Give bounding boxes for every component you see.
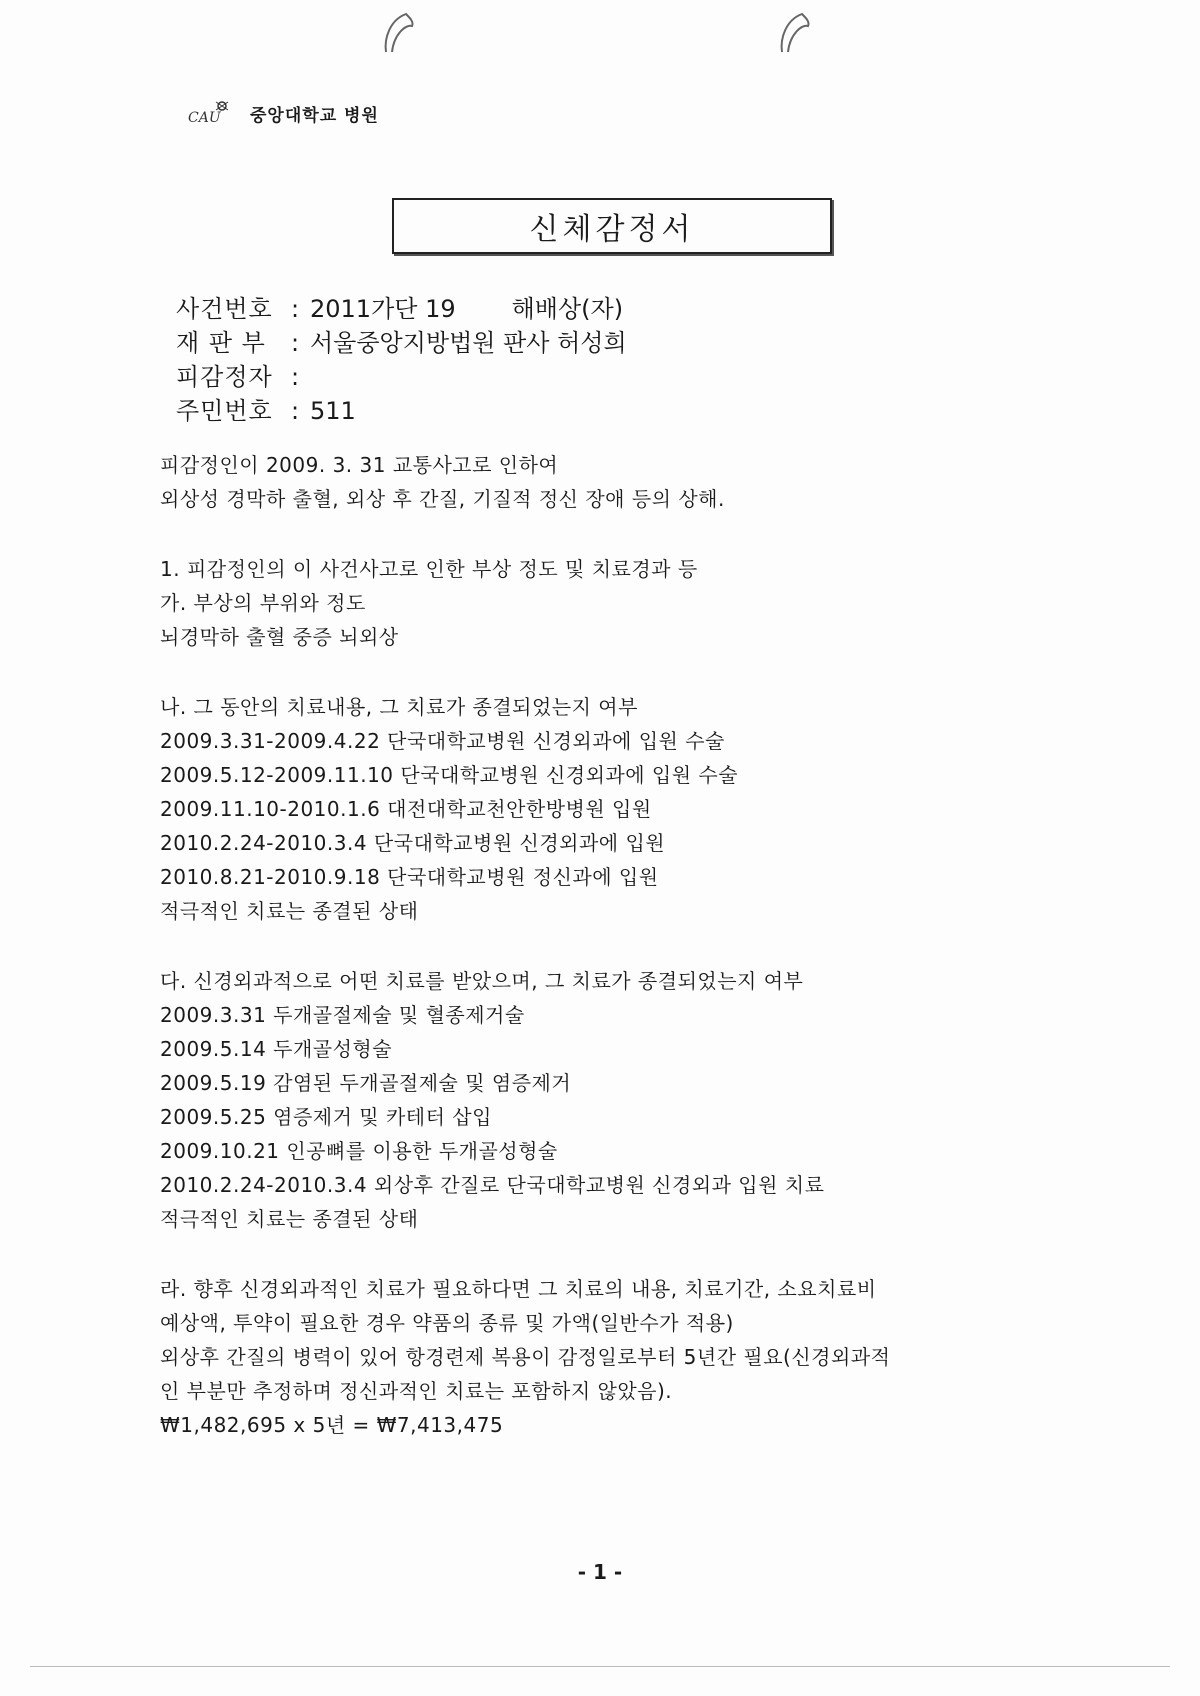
- treatment-line: 2009.5.12-2009.11.10 단국대학교병원 신경외과에 입원 수술: [160, 763, 739, 787]
- surgery-line: 2009.5.19 감염된 두개골절제술 및 염증제거: [160, 1071, 572, 1095]
- subsection-heading-ga: 가. 부상의 부위와 정도: [160, 591, 366, 615]
- body-line: 외상후 간질의 병력이 있어 항경련제 복용이 감정일로부터 5년간 필요(신경외과적: [160, 1345, 891, 1369]
- spacer: [160, 516, 1040, 552]
- case-number-row: [176, 292, 627, 326]
- resident-number-colon: :: [290, 397, 300, 425]
- punch-hole-left-mark: [380, 8, 420, 54]
- court-row: [176, 326, 627, 360]
- intro-line: 외상성 경막하 출혈, 외상 후 간질, 기질적 정신 장애 등의 상해.: [160, 487, 725, 511]
- court-label: 재 판 부: [176, 329, 266, 357]
- hospital-logo: [186, 96, 232, 130]
- body-line: 예상액, 투약이 필요한 경우 약품의 종류 및 가액(일반수가 적용): [160, 1311, 734, 1335]
- page-number: - 1 -: [577, 1560, 623, 1584]
- resident-number-row: [176, 394, 627, 428]
- case-type: 해배상(자): [511, 295, 624, 323]
- spacer: [160, 654, 1040, 690]
- subject-row: [176, 360, 627, 394]
- svg-text:CAU: CAU: [188, 110, 221, 126]
- subsection-heading-na: 나. 그 동안의 치료내용, 그 치료가 종결되었는지 여부: [160, 695, 638, 719]
- treatment-line: 2009.11.10-2010.1.6 대전대학교천안한방병원 입원: [160, 797, 652, 821]
- surgery-line: 2010.2.24-2010.3.4 외상후 간질로 단국대학교병원 신경외과 입원 치료: [160, 1173, 825, 1197]
- surgery-line: 2009.10.21 인공뼈를 이용한 두개골성형술: [160, 1139, 558, 1163]
- body-line: 인 부분만 추정하며 정신과적인 치료는 포함하지 않았음).: [160, 1379, 673, 1403]
- body-line: 뇌경막하 출혈 중증 뇌외상: [160, 625, 399, 649]
- title-box: [392, 198, 832, 254]
- bottom-scan-line: [30, 1666, 1170, 1667]
- resident-number-value: 511: [310, 397, 356, 425]
- spacer: [160, 928, 1040, 964]
- hospital-name: 중앙대학교 병원: [250, 105, 379, 126]
- section-heading: 1. 피감정인의 이 사건사고로 인한 부상 정도 및 치료경과 등: [160, 557, 698, 581]
- case-number-colon: :: [290, 295, 300, 323]
- treatment-line: 2009.3.31-2009.4.22 단국대학교병원 신경외과에 입원 수술: [160, 729, 725, 753]
- subject-colon: :: [290, 363, 300, 391]
- treatment-status-line: 적극적인 치료는 종결된 상태: [160, 899, 419, 923]
- treatment-line: 2010.8.21-2010.9.18 단국대학교병원 정신과에 입원: [160, 865, 659, 889]
- document-body: [160, 448, 1040, 1442]
- surgery-line: 2009.5.14 두개골성형술: [160, 1037, 393, 1061]
- punch-hole-right-mark: [776, 8, 816, 54]
- subject-label: 피감정자: [176, 363, 273, 391]
- treatment-status-line: 적극적인 치료는 종결된 상태: [160, 1207, 419, 1231]
- subsection-heading-ra: 라. 향후 신경외과적인 치료가 필요하다면 그 치료의 내용, 치료기간, 소요치료비: [160, 1277, 877, 1301]
- court-colon: :: [290, 329, 300, 357]
- cost-calculation: ₩1,482,695 x 5년 = ₩7,413,475: [160, 1413, 504, 1437]
- case-info: [176, 292, 627, 428]
- surgery-line: 2009.3.31 두개골절제술 및 혈종제거술: [160, 1003, 525, 1027]
- case-number-value: 2011가단 19: [310, 295, 456, 323]
- court-value: 서울중앙지방법원 판사 허성희: [310, 329, 627, 357]
- intro-line: 피감정인이 2009. 3. 31 교통사고로 인하여: [160, 453, 559, 477]
- document-header: [186, 96, 379, 130]
- spacer: [160, 1236, 1040, 1272]
- resident-number-label: 주민번호: [176, 397, 273, 425]
- surgery-line: 2009.5.25 염증제거 및 카테터 삽입: [160, 1105, 492, 1129]
- subsection-heading-da: 다. 신경외과적으로 어떤 치료를 받았으며, 그 치료가 종결되었는지 여부: [160, 969, 804, 993]
- treatment-line: 2010.2.24-2010.3.4 단국대학교병원 신경외과에 입원: [160, 831, 666, 855]
- case-number-label: 사건번호: [176, 295, 273, 323]
- document-title: 신체감정서: [529, 212, 695, 247]
